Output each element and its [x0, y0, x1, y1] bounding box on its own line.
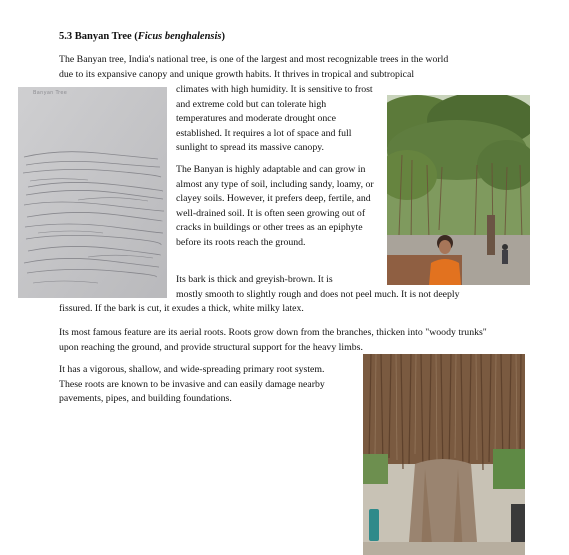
adaptability-paragraph: The Banyan is highly adaptable and can grow in almost any type of soil, including sandy, loamy, or clayey soils. However, it prefers deep, fertile, and well-drained soil. It is often seen growing out of cracks in buildings or other trees as an epiphyte before its roots reach the ground. — [176, 164, 374, 248]
banyan-trunk-photo-icon — [363, 354, 525, 555]
bark-line-3: fissured. If the bark is cut, it exudes a thick, white milky latex. — [59, 303, 304, 314]
bark-pencil-sketch — [18, 87, 167, 298]
intro-line-1: The Banyan tree, India's national tree, is one of the largest and most recognizable trees in the world — [59, 54, 449, 65]
banyan-trunk-photo — [363, 354, 525, 555]
heading-suffix: ) — [221, 31, 225, 42]
root-system-paragraph: It has a vigorous, shallow, and wide-spreading primary root system. These roots are known to be invasive and can easily damage nearby pavements, pipes, and building foundations. — [59, 364, 325, 404]
bark-line-2: mostly smooth to slightly rough and does not peel much. It is not deeply — [176, 289, 460, 300]
section-heading — [59, 30, 225, 44]
intro-line-2: due to its expansive canopy and unique growth habits. It thrives in tropical and subtropical — [59, 69, 415, 80]
bark-line-1: Its bark is thick and greyish-brown. It is — [176, 274, 333, 285]
aerial-roots-paragraph: Its most famous feature are its aerial roots. Roots grow down from the branches, thicken into "woody trunks" upon reaching the ground, and provide structural support for the heavy limbs. — [59, 327, 487, 353]
sketch-caption: Banyan Tree — [33, 90, 68, 96]
heading-scientific-name: Ficus benghalensis — [137, 31, 222, 42]
banyan-canopy-photo — [387, 95, 530, 285]
pencil-sketch-icon — [18, 87, 167, 298]
banyan-canopy-photo-icon — [387, 95, 530, 285]
heading-prefix: 5.3 Banyan Tree ( — [59, 31, 138, 42]
intro-continuation: climates with high humidity. It is sensitive to frost and extreme cold but can tolerate high temperatures and moderate drought once established. It requires a lot of space and full sunlight to spread its massive canopy. — [176, 84, 373, 153]
